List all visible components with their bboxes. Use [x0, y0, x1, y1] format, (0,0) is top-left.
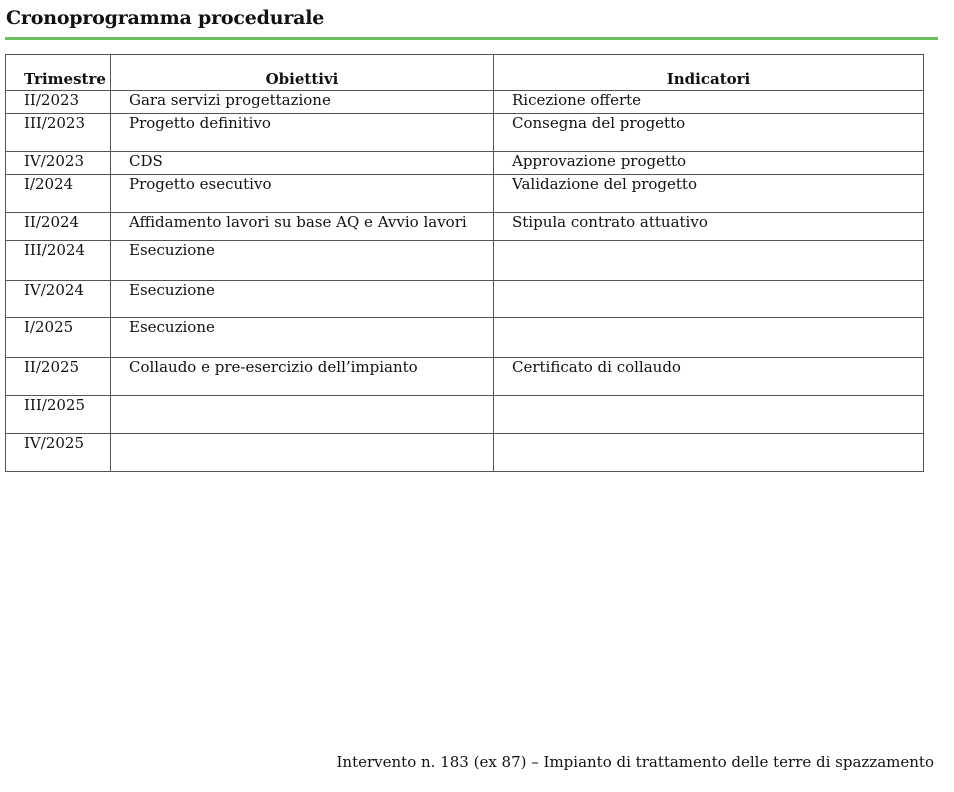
cell-indicatori — [494, 241, 924, 281]
table-row — [6, 91, 924, 114]
cell-trimestre: III/2023 — [6, 114, 111, 152]
table-row — [6, 281, 924, 318]
cell-trimestre: I/2024 — [6, 175, 111, 213]
cell-trimestre: IV/2025 — [6, 434, 111, 472]
cell-trimestre: II/2024 — [6, 213, 111, 241]
cell-obiettivi: Affidamento lavori su base AQ e Avvio lavori — [111, 213, 494, 241]
cell-obiettivi: Esecuzione — [111, 318, 494, 358]
cell-obiettivi: Collaudo e pre-esercizio dell’impianto — [111, 358, 494, 396]
table-row — [6, 152, 924, 175]
page-footer: Intervento n. 183 (ex 87) – Impianto di trattamento delle terre di spazzamento — [336, 753, 934, 771]
cell-indicatori: Ricezione offerte — [494, 91, 924, 114]
header-indicatori: Indicatori — [494, 55, 924, 91]
cell-trimestre: I/2025 — [6, 318, 111, 358]
cell-indicatori: Approvazione progetto — [494, 152, 924, 175]
cell-obiettivi: CDS — [111, 152, 494, 175]
table-row — [6, 114, 924, 152]
cell-obiettivi: Gara servizi progettazione — [111, 91, 494, 114]
cell-obiettivi: Esecuzione — [111, 241, 494, 281]
cell-obiettivi: Esecuzione — [111, 281, 494, 318]
cell-indicatori — [494, 434, 924, 472]
page-title: Cronoprogramma procedurale — [6, 7, 325, 29]
schedule-table — [5, 54, 924, 472]
header-obiettivi: Obiettivi — [111, 55, 494, 91]
table-row — [6, 434, 924, 472]
cell-indicatori — [494, 318, 924, 358]
cell-trimestre: III/2024 — [6, 241, 111, 281]
table-row — [6, 175, 924, 213]
cell-trimestre: IV/2023 — [6, 152, 111, 175]
cell-trimestre: IV/2024 — [6, 281, 111, 318]
cell-indicatori: Certificato di collaudo — [494, 358, 924, 396]
cell-trimestre: II/2025 — [6, 358, 111, 396]
title-divider — [5, 37, 938, 40]
cell-obiettivi — [111, 434, 494, 472]
cell-trimestre: II/2023 — [6, 91, 111, 114]
table-row — [6, 241, 924, 281]
cell-indicatori — [494, 281, 924, 318]
cell-obiettivi: Progetto esecutivo — [111, 175, 494, 213]
table-row — [6, 318, 924, 358]
table-row — [6, 358, 924, 396]
cell-obiettivi: Progetto definitivo — [111, 114, 494, 152]
cell-trimestre: III/2025 — [6, 396, 111, 434]
cell-indicatori: Validazione del progetto — [494, 175, 924, 213]
table-header-row — [6, 55, 924, 91]
header-trimestre: Trimestre — [6, 55, 111, 91]
cell-indicatori: Consegna del progetto — [494, 114, 924, 152]
table-row — [6, 396, 924, 434]
cell-indicatori: Stipula contrato attuativo — [494, 213, 924, 241]
cell-obiettivi — [111, 396, 494, 434]
cell-indicatori — [494, 396, 924, 434]
table-row — [6, 213, 924, 241]
